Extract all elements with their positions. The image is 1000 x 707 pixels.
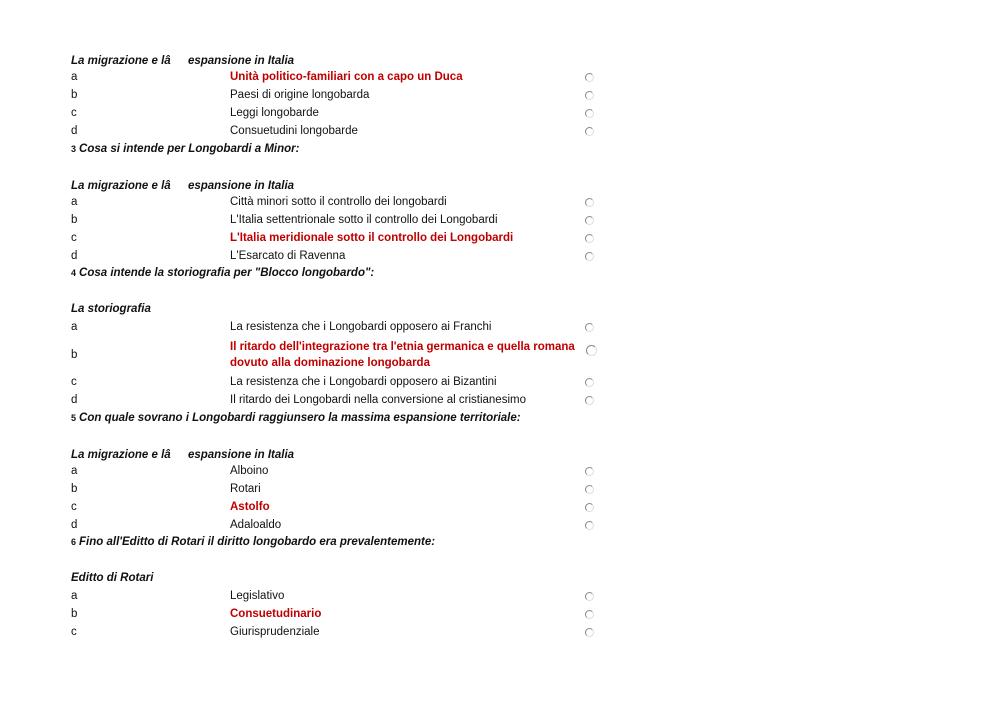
answer-radio[interactable]: [585, 323, 594, 332]
option-letter: c: [71, 376, 77, 388]
answer-radio[interactable]: [585, 503, 594, 512]
answer-radio[interactable]: [585, 252, 594, 261]
option-text: Consuetudini longobarde: [230, 125, 358, 137]
option-letter: b: [71, 608, 78, 620]
question-text: Fino all'Editto di Rotari il diritto longobardo era prevalentemente:: [79, 536, 436, 548]
option-letter: c: [71, 107, 77, 119]
answer-radio[interactable]: [585, 610, 594, 619]
option-letter: d: [71, 519, 78, 531]
answer-radio[interactable]: [586, 345, 597, 356]
answer-radio[interactable]: [585, 234, 594, 243]
section-title: La migrazione e lâ  espansione in Italia: [71, 55, 295, 67]
option-text: Adaloaldo: [230, 519, 282, 531]
section-title: La storiografia: [71, 303, 151, 315]
option-letter: d: [71, 250, 78, 262]
section-title: La migrazione e lâ  espansione in Italia: [71, 449, 295, 461]
option-letter: c: [71, 232, 77, 244]
option-letter: a: [71, 71, 78, 83]
option-text: Giurisprudenziale: [230, 626, 320, 638]
question-text: Cosa intende la storiografia per "Blocco longobardo":: [79, 267, 375, 279]
option-letter: a: [71, 590, 78, 602]
option-letter: c: [71, 626, 77, 638]
option-text: L'Esarcato di Ravenna: [230, 250, 346, 262]
option-letter: b: [71, 349, 78, 361]
answer-radio[interactable]: [585, 198, 594, 207]
answer-radio[interactable]: [585, 127, 594, 136]
question-heading: [71, 140, 299, 158]
option-text: La resistenza che i Longobardi opposero ai Franchi: [230, 321, 492, 333]
question-number: 6: [71, 537, 77, 547]
option-letter: d: [71, 394, 78, 406]
answer-radio[interactable]: [585, 592, 594, 601]
option-text-correct: L'Italia meridionale sotto il controllo dei Longobardi: [230, 232, 514, 244]
option-text: Rotari: [230, 483, 261, 495]
question-number: 5: [71, 413, 77, 423]
question-number: 3: [71, 144, 77, 154]
answer-radio[interactable]: [585, 109, 594, 118]
option-text: Il ritardo dei Longobardi nella conversione al cristianesimo: [230, 394, 526, 406]
option-text: Leggi longobarde: [230, 107, 319, 119]
question-number: 4: [71, 268, 77, 278]
option-text: Alboino: [230, 465, 269, 477]
question-heading: [71, 533, 435, 551]
option-text-correct: Consuetudinario: [230, 608, 322, 620]
answer-radio[interactable]: [585, 521, 594, 530]
option-letter: a: [71, 465, 78, 477]
option-text: Città minori sotto il controllo dei longobardi: [230, 196, 447, 208]
question-text: Cosa si intende per Longobardi a Minor:: [79, 143, 300, 155]
answer-radio[interactable]: [585, 467, 594, 476]
option-letter: a: [71, 321, 78, 333]
option-letter: c: [71, 501, 77, 513]
answer-radio[interactable]: [585, 216, 594, 225]
section-title: La migrazione e lâ  espansione in Italia: [71, 180, 295, 192]
option-text-correct: Astolfo: [230, 501, 270, 513]
option-letter: b: [71, 483, 78, 495]
option-letter: a: [71, 196, 78, 208]
answer-radio[interactable]: [585, 378, 594, 387]
answer-radio[interactable]: [585, 396, 594, 405]
section-title: Editto di Rotari: [71, 572, 154, 584]
answer-radio[interactable]: [585, 73, 594, 82]
answer-radio[interactable]: [585, 485, 594, 494]
question-heading: [71, 409, 521, 427]
option-text: Legislativo: [230, 590, 285, 602]
answer-radio[interactable]: [585, 91, 594, 100]
answer-radio[interactable]: [585, 628, 594, 637]
option-text: La resistenza che i Longobardi opposero ai Bizantini: [230, 376, 497, 388]
option-text: Paesi di origine longobarda: [230, 89, 370, 101]
option-letter: b: [71, 89, 78, 101]
option-letter: d: [71, 125, 78, 137]
option-text: L'Italia settentrionale sotto il controllo dei Longobardi: [230, 214, 498, 226]
option-text-correct: Unità politico-familiari con a capo un Duca: [230, 71, 463, 83]
option-letter: b: [71, 214, 78, 226]
question-text: Con quale sovrano i Longobardi raggiunsero la massima espansione territoriale:: [79, 412, 521, 424]
option-text-correct: Il ritardo dell'integrazione tra l'etnia germanica e quella romana dovuto alla dominazione longobarda: [230, 341, 575, 369]
question-heading: [71, 264, 374, 282]
